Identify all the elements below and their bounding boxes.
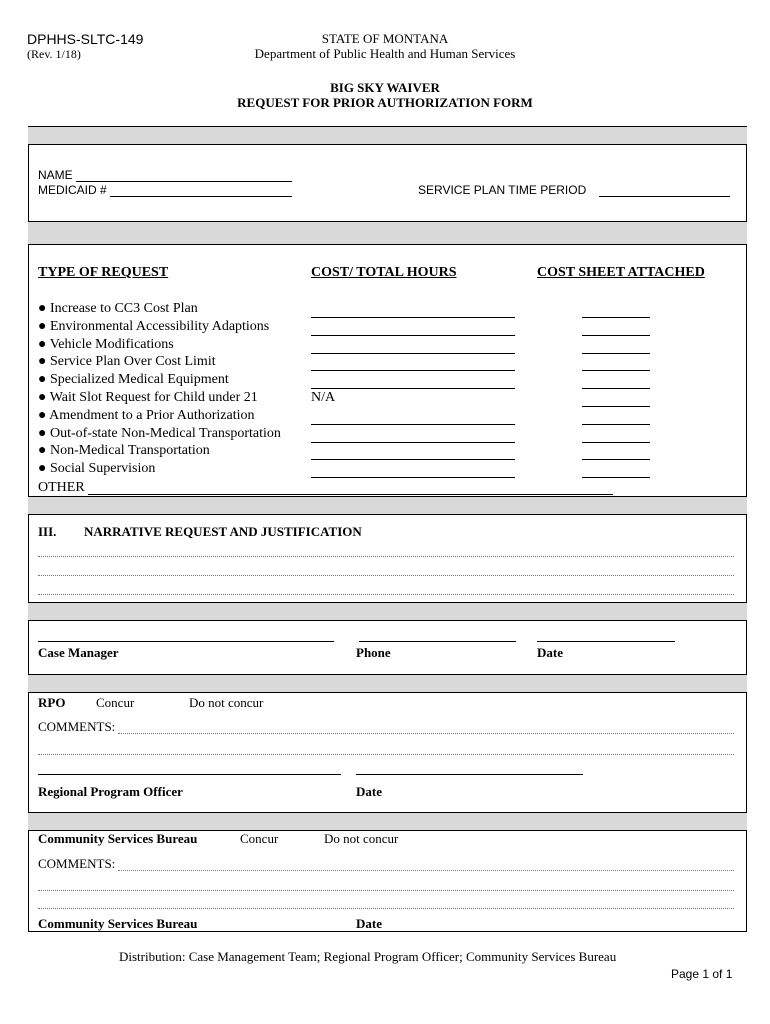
service-plan-field[interactable] — [599, 196, 730, 197]
name-field[interactable] — [76, 181, 292, 182]
list-item: ● Vehicle Modifications — [38, 336, 174, 352]
rpo-date-label: Date — [356, 784, 382, 799]
narrative-line[interactable] — [38, 575, 734, 576]
cost-sheet-field[interactable] — [582, 424, 650, 425]
list-item: ● Increase to CC3 Cost Plan — [38, 301, 198, 316]
narrative-line[interactable] — [38, 594, 734, 595]
list-item: ● Wait Slot Request for Child under 21 — [38, 390, 258, 405]
list-item: ● Service Plan Over Cost Limit — [38, 354, 216, 370]
cost-field[interactable] — [311, 317, 515, 318]
cost-value: N/A — [311, 390, 336, 405]
cost-sheet-field[interactable] — [582, 353, 650, 354]
list-item: ● Non-Medical Transportation — [38, 443, 210, 459]
cost-field[interactable] — [311, 459, 515, 460]
col-cost-total-hours: COST/ TOTAL HOURS — [311, 265, 457, 280]
section-band — [28, 221, 747, 245]
list-item: ● Environmental Accessibility Adaptions — [38, 318, 270, 334]
csb-concur-option[interactable]: Concur — [240, 831, 279, 846]
form-revision: (Rev. 1/18) — [27, 47, 81, 61]
cost-sheet-field[interactable] — [582, 477, 650, 478]
rpo-comments-line[interactable] — [118, 733, 734, 734]
list-item: ● Specialized Medical Equipment — [38, 372, 229, 388]
cost-field[interactable] — [311, 442, 515, 443]
cost-field[interactable] — [311, 477, 515, 478]
name-label: NAME — [38, 168, 73, 182]
csb-label: Community Services Bureau — [38, 831, 198, 846]
other-field[interactable] — [88, 494, 613, 495]
narrative-line[interactable] — [38, 556, 734, 557]
rpo-comments-label: COMMENTS: — [38, 719, 116, 734]
rpo-date-field[interactable] — [356, 774, 583, 775]
csb-comments-line[interactable] — [38, 908, 734, 909]
medicaid-field[interactable] — [110, 196, 292, 197]
csb-signer-label: Community Services Bureau — [38, 916, 198, 931]
case-manager-phone-field[interactable] — [359, 641, 516, 642]
narrative-title: NARRATIVE REQUEST AND JUSTIFICATION — [84, 524, 362, 539]
rpo-signer-label: Regional Program Officer — [38, 784, 183, 799]
cost-sheet-field[interactable] — [582, 406, 650, 407]
other-label: OTHER — [38, 480, 85, 495]
state-name: STATE OF MONTANA — [321, 31, 449, 46]
program-name: BIG SKY WAIVER — [330, 80, 440, 95]
csb-comments-label: COMMENTS: — [38, 856, 116, 871]
form-id: DPHHS-SLTC-149 — [27, 31, 144, 47]
cost-sheet-field[interactable] — [582, 317, 650, 318]
list-item: ● Out-of-state Non-Medical Transportation — [38, 425, 281, 441]
rpo-do-not-concur-option[interactable]: Do not concur — [189, 695, 264, 710]
cost-field[interactable] — [311, 424, 515, 425]
distribution-note: Distribution: Case Management Team; Regional Program Officer; Community Services Bureau — [119, 949, 617, 964]
csb-comments-line[interactable] — [118, 870, 734, 871]
rpo-comments-line[interactable] — [38, 754, 734, 755]
rpo-signature-field[interactable] — [38, 774, 341, 775]
cost-field[interactable] — [311, 370, 515, 371]
form-title: REQUEST FOR PRIOR AUTHORIZATION FORM — [237, 95, 533, 110]
department-name: Department of Public Health and Human Services — [254, 46, 516, 61]
service-plan-label: SERVICE PLAN TIME PERIOD — [418, 183, 587, 197]
list-item: ● Amendment to a Prior Authorization — [38, 407, 255, 423]
cost-sheet-field[interactable] — [582, 335, 650, 336]
cost-field[interactable] — [311, 388, 515, 389]
medicaid-label: MEDICAID # — [38, 183, 107, 197]
list-item: ● Social Supervision — [38, 461, 156, 477]
section-band — [28, 602, 747, 621]
phone-label: Phone — [356, 645, 391, 660]
case-manager-signature-field[interactable] — [38, 641, 334, 642]
section-band — [28, 812, 747, 831]
csb-date-label: Date — [356, 916, 382, 931]
rpo-label: RPO — [38, 695, 66, 710]
cost-sheet-field[interactable] — [582, 388, 650, 389]
case-manager-date-field[interactable] — [537, 641, 675, 642]
cost-field[interactable] — [311, 353, 515, 354]
case-manager-date-label: Date — [537, 645, 563, 660]
section-band — [28, 126, 747, 145]
cost-sheet-field[interactable] — [582, 459, 650, 460]
narrative-number: III. — [38, 524, 57, 539]
section-band — [28, 496, 747, 515]
col-type-of-request: TYPE OF REQUEST — [38, 265, 169, 280]
cost-sheet-field[interactable] — [582, 442, 650, 443]
cost-field[interactable] — [311, 335, 515, 336]
cost-sheet-field[interactable] — [582, 370, 650, 371]
section-band — [28, 674, 747, 693]
csb-comments-line[interactable] — [38, 890, 734, 891]
case-manager-label: Case Manager — [38, 645, 119, 660]
col-cost-sheet-attached: COST SHEET ATTACHED — [537, 265, 705, 280]
rpo-concur-option[interactable]: Concur — [96, 695, 135, 710]
csb-do-not-concur-option[interactable]: Do not concur — [324, 831, 399, 846]
page-number: Page 1 of 1 — [671, 967, 733, 981]
